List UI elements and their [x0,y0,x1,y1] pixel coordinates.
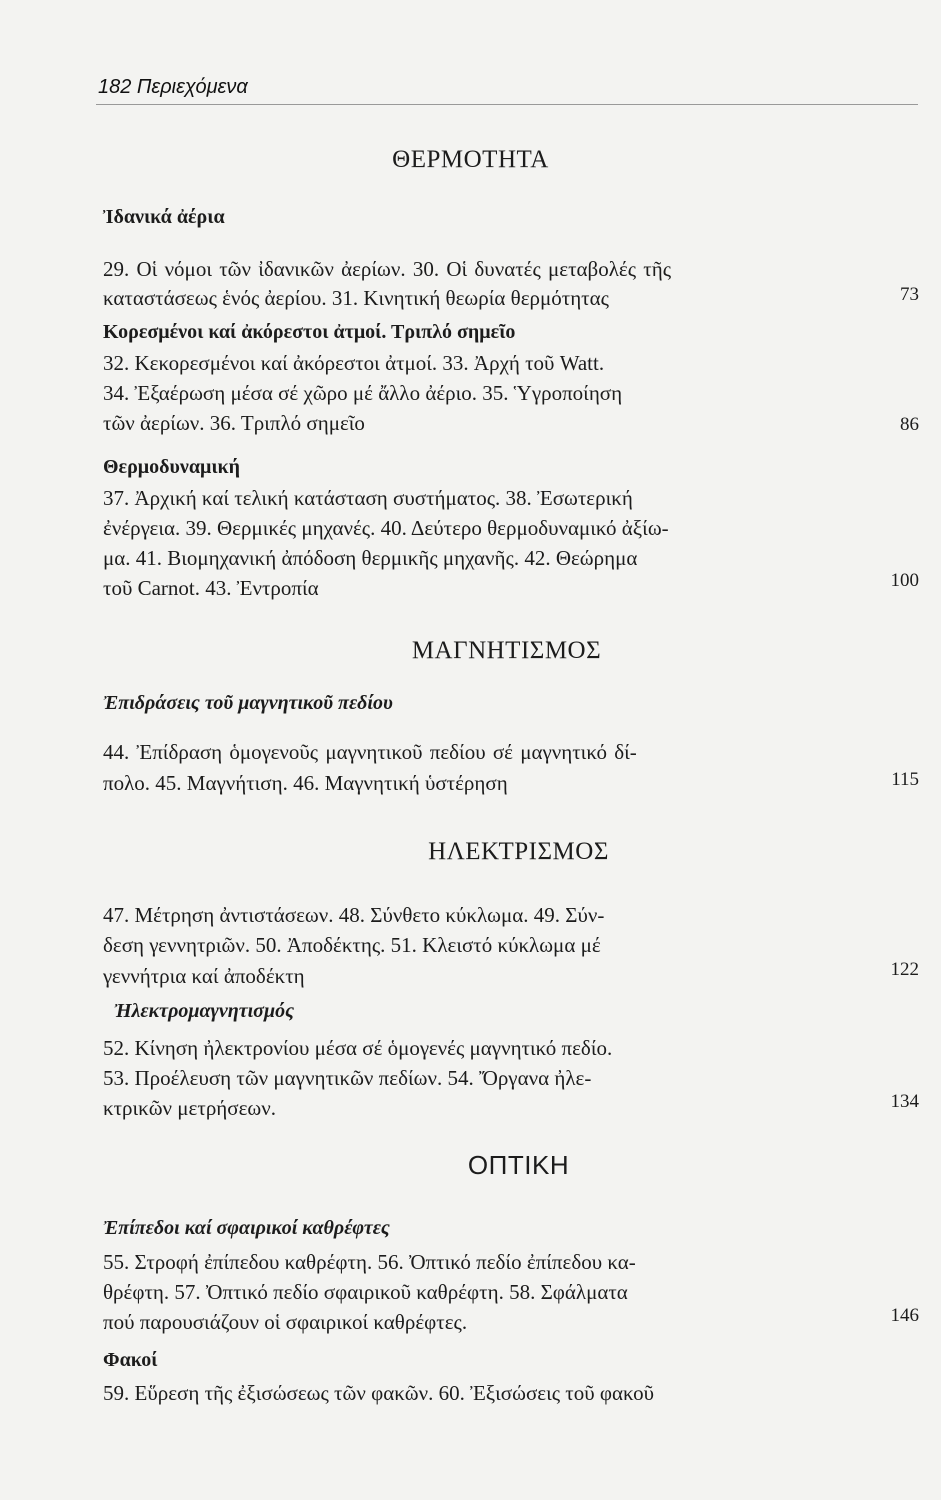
page-number: 115 [891,769,919,790]
toc-line: μα. 41. Βιομηχανική ἀπόδοση θερμικῆς μηχανῆς. 42. Θεώρημα [103,546,638,570]
part-title-heat: ΘΕΡΜΟΤΗΤΑ [392,146,549,173]
page-number: 134 [890,1091,919,1112]
toc-line: δεση γεννητριῶν. 50. Ἀποδέκτης. 51. Κλειστό κύκλωμα μέ [103,933,601,957]
section-title-ideal-gases: Ἰδανικά ἀέρια [103,206,225,228]
toc-line: πού παρουσιάζουν οἱ σφαιρικοί καθρέφτες. [103,1310,468,1334]
toc-line: 29. Οἱ νόμοι τῶν ἰδανικῶν ἀερίων. 30. Οἱ δυνατές μεταβολές τῆς [103,257,672,281]
toc-line: γεννήτρια καί ἀποδέκτη [103,964,305,988]
page-number: 122 [890,959,919,980]
page-header: 182 Περιεχόμενα [98,76,248,98]
page-number: 86 [900,414,919,435]
part-title-electricity: ΗΛΕΚΤΡΙΣΜΟΣ [428,838,609,865]
toc-line: τῶν ἀερίων. 36. Τριπλό σημεῖο [103,411,365,435]
page-number: 73 [900,284,919,305]
section-title-magnetic-field-effects: Ἐπιδράσεις τοῦ μαγνητικοῦ πεδίου [103,692,393,714]
toc-line: τοῦ Carnot. 43. Ἐντροπία [103,576,319,600]
toc-line: 52. Κίνηση ἠλεκτρονίου μέσα σέ ὁμογενές μαγνητικό πεδίο. [103,1036,613,1060]
toc-line: πολο. 45. Μαγνήτιση. 46. Μαγνητική ὑστέρηση [103,771,508,795]
section-title-vapours: Κορεσμένοι καί ἀκόρεστοι ἀτμοί. Τριπλό σημεῖο [103,321,516,343]
page-number: 100 [890,570,919,591]
toc-line: θρέφτη. 57. Ὀπτικό πεδίο σφαιρικοῦ καθρέφτη. 58. Σφάλματα [103,1280,628,1304]
section-title-lenses: Φακοί [103,1349,158,1371]
toc-line: 53. Προέλευση τῶν μαγνητικῶν πεδίων. 54. Ὄργανα ἠλε- [103,1066,592,1090]
toc-line: 37. Ἀρχική καί τελική κατάσταση συστήματος. 38. Ἐσωτερική [103,486,633,510]
section-title-mirrors: Ἐπίπεδοι καί σφαιρικοί καθρέφτες [103,1217,390,1239]
toc-line: κτρικῶν μετρήσεων. [103,1096,276,1120]
toc-line: 55. Στροφή ἐπίπεδου καθρέφτη. 56. Ὀπτικό πεδίο ἐπίπεδου κα- [103,1250,636,1274]
toc-line: 44. Ἐπίδραση ὁμογενοῦς μαγνητικοῦ πεδίου σέ μαγνητικό δί- [103,740,637,764]
toc-line: 47. Μέτρηση ἀντιστάσεων. 48. Σύνθετο κύκλωμα. 49. Σύν- [103,903,605,927]
toc-line: ἐνέργεια. 39. Θερμικές μηχανές. 40. Δεύτερο θερμοδυναμικό ἀξίω- [103,516,669,540]
section-title-electromagnetism: Ἠλεκτρομαγνητισμός [114,1000,294,1022]
section-title-thermodynamics: Θερμοδυναμική [103,456,241,478]
toc-line: 59. Εὕρεση τῆς ἐξισώσεως τῶν φακῶν. 60. Ἐξισώσεις τοῦ φακοῦ [103,1381,655,1405]
toc-line: 32. Κεκορεσμένοι καί ἀκόρεστοι ἀτμοί. 33. Ἀρχή τοῦ Watt. [103,351,605,375]
part-title-optics: ΟΠΤΙΚΗ [467,1150,570,1180]
page-number: 146 [890,1305,919,1326]
toc-line: καταστάσεως ἑνός ἀερίου. 31. Κινητική θεωρία θερμότητας [103,286,609,310]
toc-line: 34. Ἐξαέρωση μέσα σέ χῶρο μέ ἄλλο ἀέριο. 35. Ὑγροποίηση [103,381,623,405]
part-title-magnetism: ΜΑΓΝΗΤΙΣΜΟΣ [411,637,602,664]
header-rule [96,104,918,105]
